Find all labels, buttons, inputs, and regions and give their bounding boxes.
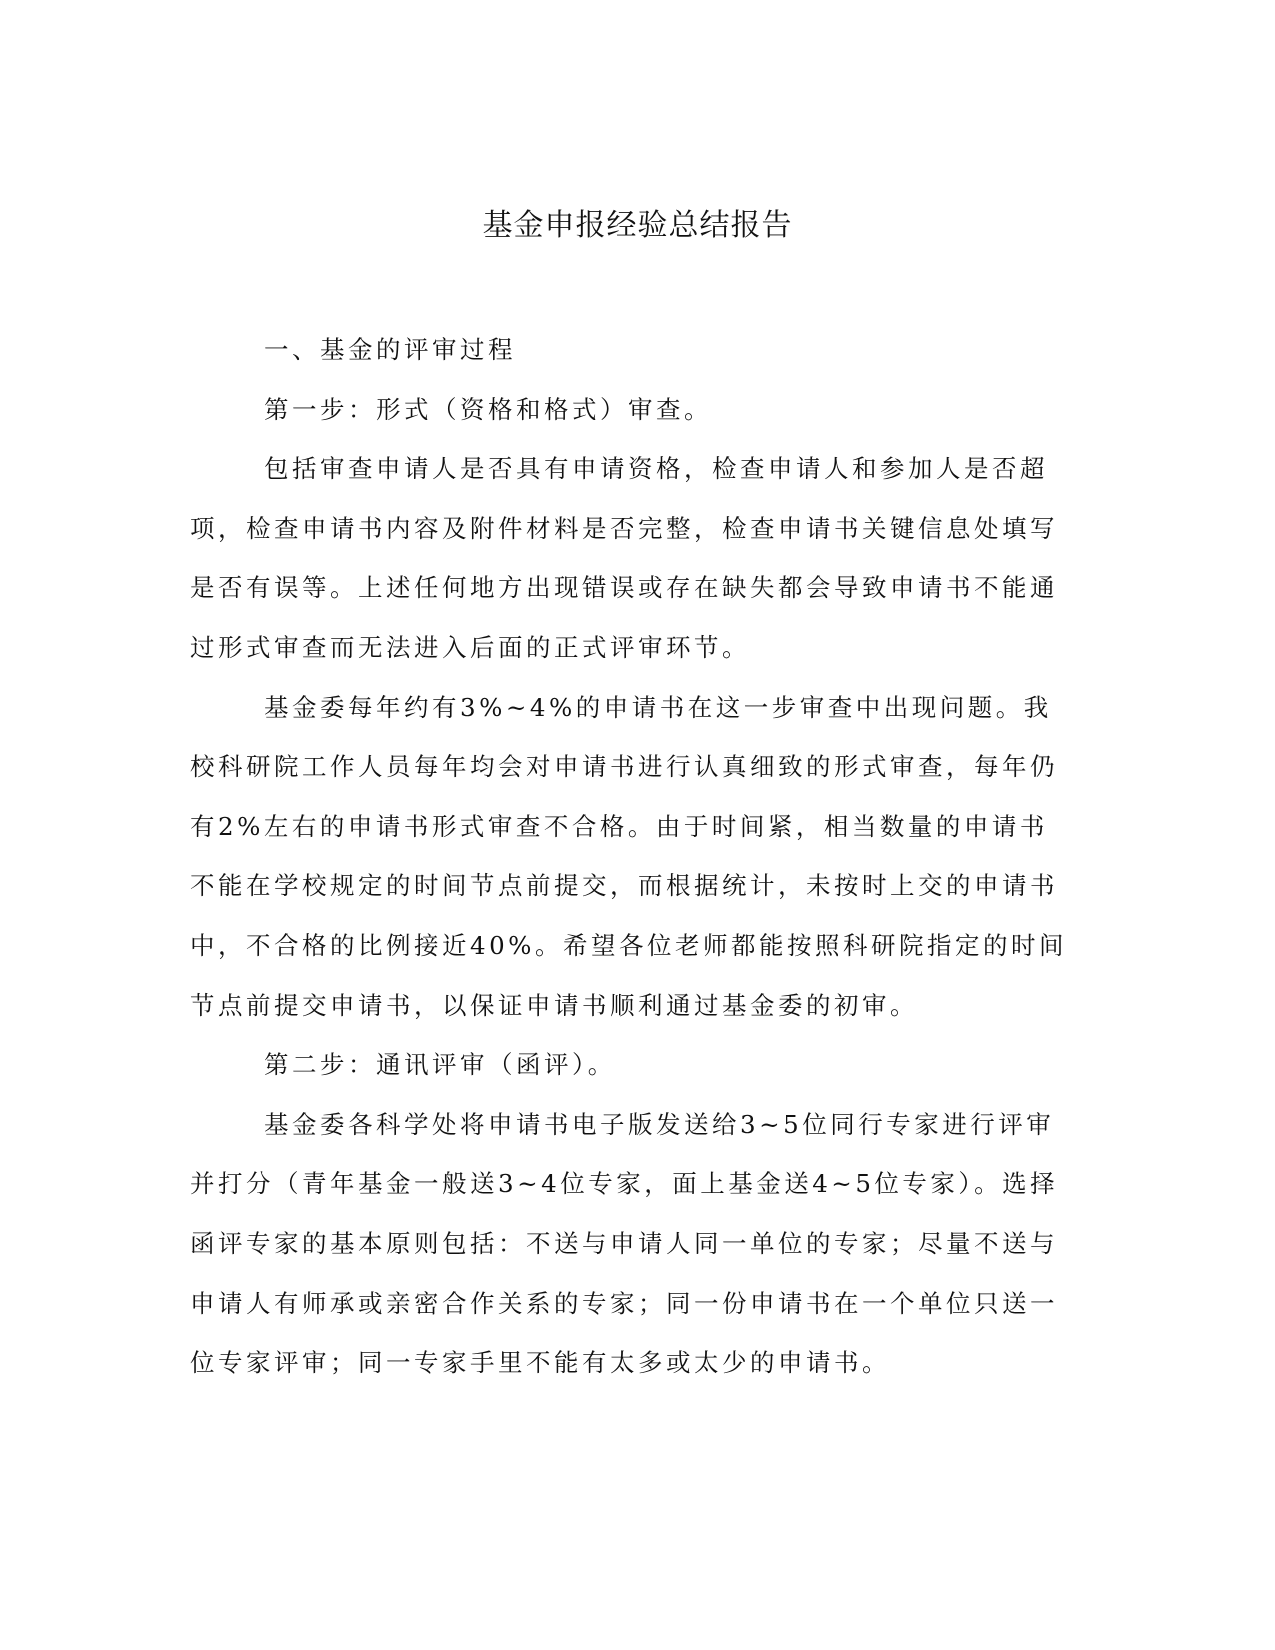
document-title: 基金申报经验总结报告 <box>482 208 793 243</box>
paragraph: 包括审查申请人是否具有申请资格，检查申请人和参加人是否超项，检查申请书内容及附件材料是否完整，检查申请书关键信息处填写是否有误等。上述任何地方出现错误或存在缺失都会导致申请书不能通过形式审查而无法进入后面的正式评审环节。 <box>190 454 1058 662</box>
paragraph: 基金委每年约有3%~4%的申请书在这一步审查中出现问题。我校科研院工作人员每年均会对申请书进行认真细致的形式审查，每年仍有2%左右的申请书形式审查不合格。由于时间紧，相当数量的申请书不能在学校规定的时间节点前提交，而根据统计，未按时上交的申请书中，不合格的比例接近40%。希望各位老师都能按照科研院指定的时间节点前提交申请书，以保证申请书顺利通过基金委的初审。 <box>190 692 1067 1020</box>
step-heading: 第二步：通讯评审（函评）。 <box>264 1050 616 1080</box>
paragraph: 基金委各科学处将申请书电子版发送给3~5位同行专家进行评审并打分（青年基金一般送3~4位专家，面上基金送4~5位专家）。选择函评专家的基本原则包括：不送与申请人同一单位的专家；尽量不送与申请人有师承或亲密合作关系的专家；同一份申请书在一个单位只送一位专家评审；同一专家手里不能有太多或太少的申请书。 <box>190 1109 1059 1378</box>
section-heading: 一、基金的评审过程 <box>264 335 516 364</box>
document-body <box>190 320 1070 1393</box>
step-heading: 第一步：形式（资格和格式）审查。 <box>264 394 712 424</box>
